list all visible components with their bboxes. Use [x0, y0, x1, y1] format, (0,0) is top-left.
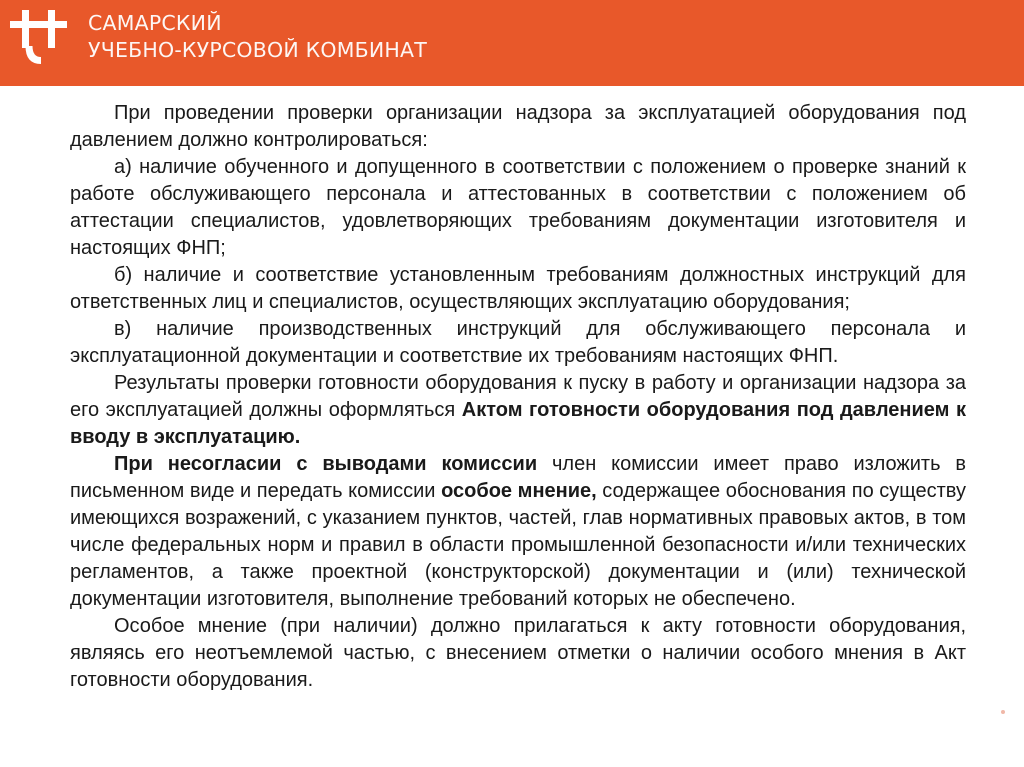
disagreement-text-1: член комиссии имеет право изложить в письменном виде и передать комиссии — [70, 453, 967, 502]
organization-name — [88, 10, 427, 64]
paragraph-intro: При проведении проверки организации надзора за эксплуатацией оборудования под давлением должно контролироваться: — [70, 102, 966, 151]
results-act-title: Актом готовности оборудования под давлением к вводу в эксплуатацию. — [70, 399, 966, 448]
paragraph-results — [70, 370, 966, 451]
special-opinion-term: особое мнение, — [441, 480, 597, 502]
paragraph-special-opinion: Особое мнение (при наличии) должно прилагаться к акту готовности оборудования, являясь его неотъемлемой частью, с внесением отметки о наличии особого мнения в Акт готовности оборудования. — [70, 615, 966, 691]
double-t-cross-logo-icon — [8, 8, 78, 70]
document-body — [70, 100, 966, 694]
disagreement-text-2: содержащее обоснования по существу имеющихся возражений, с указанием пунктов, частей, глав нормативных правовых актов, в том числе федеральных норм и правил в области промышленной безопасности и/или технических регламентов, а также проектной (конструкторской) документации и (или) технической документации изготовителя, выполнение требований которых не обеспечено. — [70, 480, 966, 610]
paragraph-item-b: б) наличие и соответствие установленным требованиям должностных инструкций для ответственных лиц и специалистов, осуществляющих эксплуатацию оборудования; — [70, 264, 966, 313]
organization-name-line2: УЧЕБНО-КУРСОВОЙ КОМБИНАТ — [88, 38, 427, 62]
paragraph-item-c: в) наличие производственных инструкций для обслуживающего персонала и эксплуатационной документации и соответствие их требованиям настоящих ФНП. — [70, 318, 966, 367]
paragraph-disagreement — [70, 451, 966, 613]
organization-name-line1: САМАРСКИЙ — [88, 11, 222, 35]
decorative-dot — [1001, 710, 1005, 714]
paragraph-item-a: а) наличие обученного и допущенного в соответствии с положением о проверке знаний к работе обслуживающего персонала и аттестованных в соответствии с положением об аттестации специалистов, удовлетворяющих требованиям документации изготовителя и настоящих ФНП; — [70, 156, 966, 259]
header-bar — [0, 0, 1024, 86]
disagreement-lead: При несогласии с выводами комиссии — [114, 453, 538, 475]
results-text: Результаты проверки готовности оборудования к пуску в работу и организации надзора за его эксплуатацией должны оформляться — [70, 372, 966, 421]
